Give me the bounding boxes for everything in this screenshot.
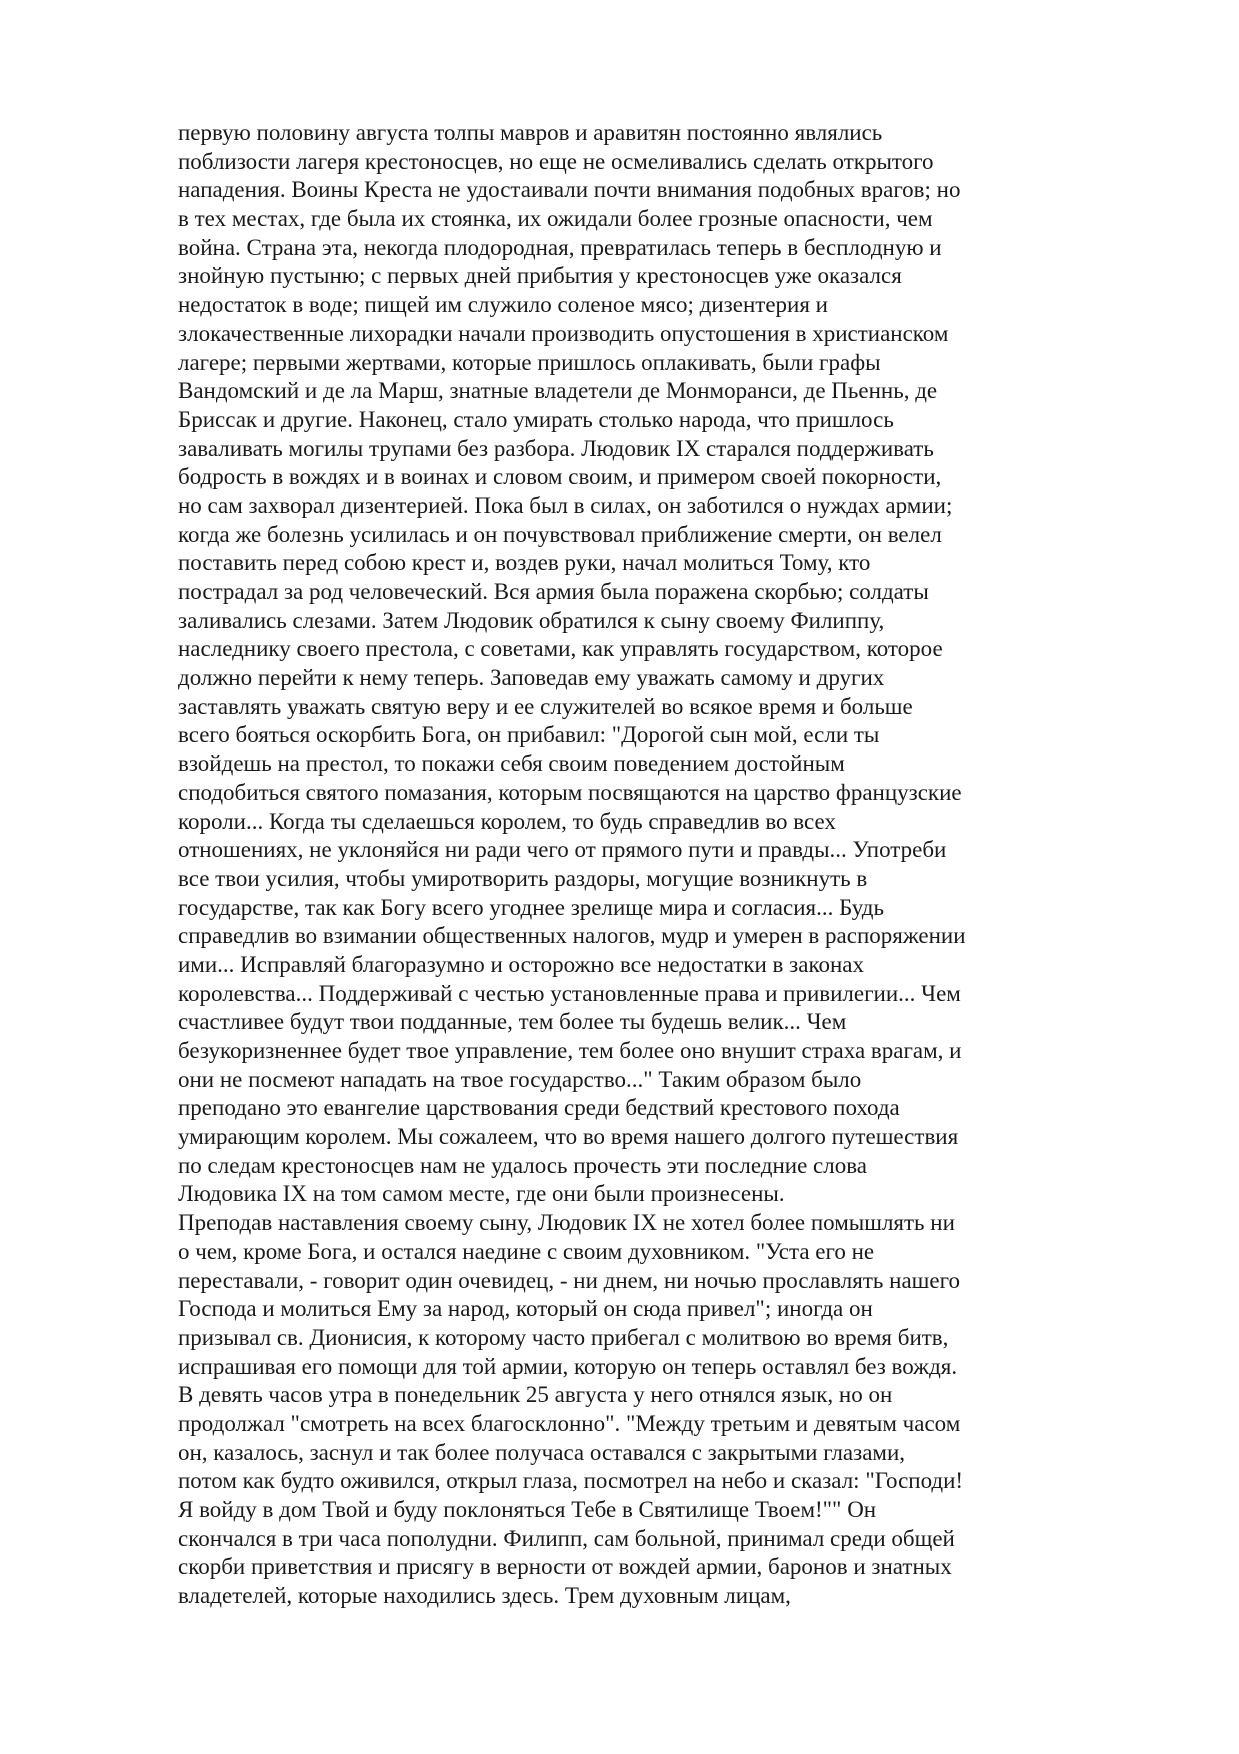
- text-line: Бриссак и другие. Наконец, стало умирать столько народа, что пришлось: [178, 406, 894, 432]
- body-text: [178, 119, 1078, 1611]
- text-line: Преподав наставления своему сыну, Людовик IX не хотел более помышлять ни: [178, 1210, 955, 1236]
- text-line: война. Страна эта, некогда плодородная, превратилась теперь в бесплодную и: [178, 234, 942, 260]
- text-line: поблизости лагеря крестоносцев, но еще не осмеливались сделать открытого: [178, 148, 934, 174]
- text-line: он, казалось, заснул и так более получаса оставался с закрытыми глазами,: [178, 1439, 906, 1465]
- text-line: все твои усилия, чтобы умиротворить раздоры, могущие возникнуть в: [178, 865, 868, 891]
- text-line: заваливать могилы трупами без разбора. Людовик IX старался поддерживать: [178, 435, 934, 461]
- text-line: лагере; первыми жертвами, которые пришлось оплакивать, были графы: [178, 349, 881, 375]
- text-line: ими... Исправляй благоразумно и осторожно все недостатки в законах: [178, 951, 864, 977]
- text-line: Вандомский и де ла Марш, знатные владетели де Монморанси, де Пьеннь, де: [178, 378, 938, 404]
- text-line: счастливее будут твои подданные, тем более ты будешь велик... Чем: [178, 1009, 847, 1035]
- text-line: но сам захворал дизентерией. Пока был в силах, он заботился о нуждах армии;: [178, 492, 953, 518]
- text-line: наследнику своего престола, с советами, как управлять государством, которое: [178, 636, 943, 662]
- text-line: безукоризненнее будет твое управление, тем более оно внушит страха врагам, и: [178, 1038, 962, 1063]
- text-line: о чем, кроме Бога, и остался наедине с своим духовником. "Уста его не: [178, 1238, 875, 1264]
- text-line: переставали, - говорит один очевидец, - ни днем, ни ночью прославлять нашего: [178, 1267, 960, 1293]
- text-line: взойдешь на престол, то покажи себя своим поведением достойным: [178, 751, 845, 777]
- text-line: умирающим королем. Мы сожалеем, что во время нашего долгого путешествия: [178, 1124, 959, 1150]
- text-line: скорби приветствия и присягу в верности от вождей армии, баронов и знатных: [178, 1554, 952, 1580]
- text-line: пострадал за род человеческий. Вся армия была поражена скорбью; солдаты: [178, 579, 929, 604]
- text-line: справедлив во взимании общественных налогов, мудр и умерен в распоряжении: [178, 923, 966, 949]
- text-line: бодрость в вождях и в воинах и словом своим, и примером своей покорности,: [178, 464, 942, 490]
- text-line: заставлять уважать святую веру и ее служителей во всякое время и больше: [178, 693, 913, 719]
- text-line: должно перейти к нему теперь. Заповедав ему уважать самому и других: [178, 665, 885, 691]
- text-line: владетелей, которые находились здесь. Трем духовным лицам,: [178, 1583, 791, 1609]
- text-line: недостаток в воде; пищей им служило соленое мясо; дизентерия и: [178, 292, 828, 318]
- text-line: скончался в три часа пополудни. Филипп, сам больной, принимал среди общей: [178, 1525, 955, 1551]
- text-line: потом как будто оживился, открыл глаза, посмотрел на небо и сказал: "Господи!: [178, 1468, 964, 1494]
- text-line: Господа и молиться Ему за народ, который он сюда привел"; иногда он: [178, 1296, 873, 1322]
- text-line: знойную пустыню; с первых дней прибытия у крестоносцев уже оказался: [178, 263, 902, 289]
- text-line: королевства... Поддерживай с честью установленные права и привилегии... Чем: [178, 980, 961, 1006]
- text-line: преподано это евангелие царствования среди бедствий крестового похода: [178, 1095, 900, 1121]
- text-line: отношениях, не уклоняйся ни ради чего от прямого пути и правды... Употреби: [178, 837, 947, 863]
- text-line: продолжал "смотреть на всех благосклонно". "Между третьим и девятым часом: [178, 1410, 961, 1436]
- text-line: по следам крестоносцев нам не удалось прочесть эти последние слова: [178, 1152, 867, 1178]
- text-line: всего бояться оскорбить Бога, он прибавил: "Дорогой сын мой, если ты: [178, 722, 880, 748]
- text-line: испрашивая его помощи для той армии, которую он теперь оставлял без вождя.: [178, 1353, 958, 1379]
- text-line: Я войду в дом Твой и буду поклоняться Тебе в Святилище Твоем!"" Он: [178, 1497, 877, 1522]
- text-line: поставить перед собою крест и, воздев руки, начал молиться Тому, кто: [178, 550, 871, 576]
- text-line: злокачественные лихорадки начали производить опустошения в христианском: [178, 320, 949, 346]
- text-line: В девять часов утра в понедельник 25 августа у него отнялся язык, но он: [178, 1382, 893, 1408]
- text-line: сподобиться святого помазания, которым посвящаются на царство французские: [178, 779, 962, 805]
- text-line: нападения. Воины Креста не удостаивали почти внимания подобных врагов; но: [178, 177, 961, 203]
- text-line: заливались слезами. Затем Людовик обратился к сыну своему Филиппу,: [178, 607, 885, 633]
- text-line: в тех местах, где была их стоянка, их ожидали более грозные опасности, чем: [178, 206, 933, 232]
- text-line: государстве, так как Богу всего угоднее зрелище мира и согласия... Будь: [178, 894, 884, 920]
- text-line: когда же болезнь усилилась и он почувствовал приближение смерти, он велел: [178, 521, 942, 547]
- text-line: первую половину августа толпы мавров и аравитян постоянно являлись: [178, 120, 883, 145]
- text-line: Людовика IX на том самом месте, где они были произнесены.: [178, 1181, 785, 1207]
- text-line: они не посмеют нападать на твое государство..." Таким образом было: [178, 1066, 862, 1092]
- text-line: призывал св. Дионисия, к которому часто прибегал с молитвою во время битв,: [178, 1324, 949, 1350]
- text-line: короли... Когда ты сделаешься королем, то будь справедлив во всех: [178, 808, 836, 834]
